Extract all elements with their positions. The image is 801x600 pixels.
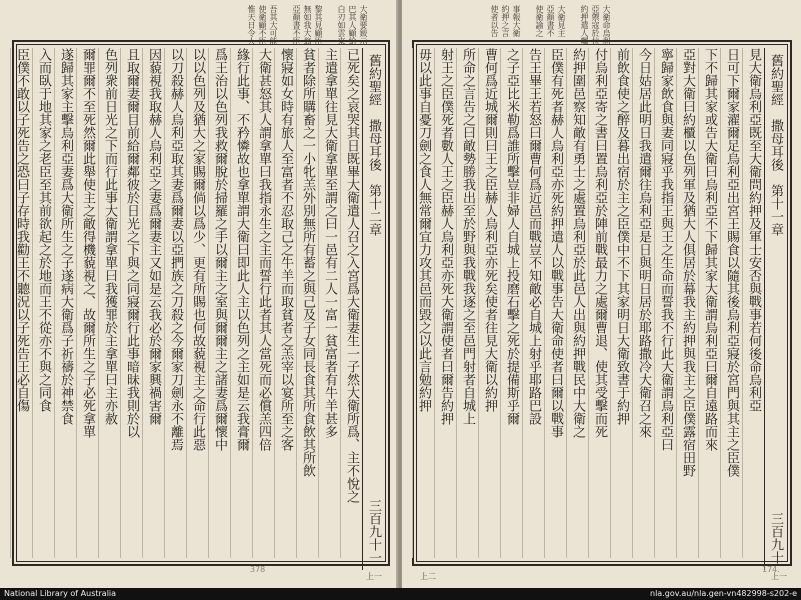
left-title-column — [362, 48, 384, 570]
text-column: 懷寢如女時有旅人至富者不忍取己之牛羊而取貧者之羔宰以宴所至之客 — [274, 48, 296, 558]
text-column: 以刀殺赫人烏利亞取其妻爲爾妻以亞捫族之刀殺之今爾家刀劍永不離焉 — [164, 48, 186, 558]
text-column: 緣行此事、不矜憐故也拿單謂大衛曰即此人主以色列之主如是云我膏爾 — [230, 48, 252, 558]
right-footer-mark-2: 上一 — [771, 572, 787, 581]
note-line: 無如我大翁 — [303, 5, 312, 45]
note-line: 使衛諭之 — [535, 5, 544, 37]
note-line: 大衛命烏利 — [602, 5, 611, 45]
text-column: 入而臥于地其家之老臣至其前欲起之於地而王不從亦不與之同食 — [32, 48, 54, 558]
note-line: 約押遣人囑 — [580, 5, 589, 45]
right-page-number: 三百九十 — [768, 512, 783, 564]
right-pencil-mark: 174. — [762, 565, 780, 574]
text-column: 付烏利亞寄之書曰置烏利亞於陣前戰最力之處爾曹退、使其受擊而死 — [588, 48, 610, 558]
text-column: 告王畢王若怒曰爾曹何爲近邑而戰豈不知敵必自城上射乎耶路巴設 — [522, 48, 544, 558]
left-chapter: 第十二章 — [366, 184, 381, 236]
left-page — [0, 0, 398, 588]
text-column: 以以色列及猶大之家賜爾倘以爲少、更有所賜也何故藐視主之命行此惡 — [186, 48, 208, 558]
note-line: 約押之言 — [501, 5, 510, 37]
note-line: 黎其見顧臣 — [314, 5, 323, 45]
text-column: 爲王治以色列我救爾脫於掃羅之手以爾主之室與爾爾主之諸妻爲爾懷中 — [208, 48, 230, 558]
note-line: 大衛見主 — [557, 5, 566, 37]
note-line: 使者以告 — [490, 5, 499, 37]
text-column: 今日姑居此明日我遣爾往烏利亞是日與明日居於耶路撒冷大衛召之來 — [632, 48, 654, 558]
right-page-title: 舊約聖經 — [768, 54, 783, 106]
text-column: 見大衛烏利亞既至大衛問約押及軍士安否與戰事若何後命烏利亞 — [742, 48, 764, 558]
text-column: 約押圍邑察知敵有勇士之處置烏利亞於此邑人出與約押戰民中大衛之 — [566, 48, 588, 558]
note-line: 事報大衛 — [512, 5, 521, 37]
text-column: 臣僕有死者赫人烏利亞亦死約押遣人以戰事告大衛命使者曰爾以戰事 — [544, 48, 566, 558]
text-column: 遂歸其家主擊烏利亞妻爲大衛所生之子遂病大衛爲子祈禱於神禁食 — [54, 48, 76, 558]
note-line: 亞禦寇於拉 — [591, 5, 600, 45]
catalog-url[interactable]: nla.gov.au/nla.gen-vn482998-s202-e — [650, 589, 797, 598]
library-name: National Library of Australia — [4, 589, 117, 598]
text-column: 射王之臣僕死者數人王之臣赫人烏利亞亦死大衛謂使者曰爾告約押 — [434, 48, 456, 558]
right-chapter: 第十一章 — [768, 184, 783, 236]
text-column: 日可下爾家濯爾足烏利亞出宮王賜食以隨其後烏利亞寢於宮門與其主之臣僕 — [720, 48, 742, 558]
text-column: 之子亞比米勒爲誰所擊豈非婦人自城上投磨石擊之死於提備斯乎爾 — [500, 48, 522, 558]
text-column: 且取爾妻爾目前給爾鄰彼於日光之下與之同寢爾行此事暗昧我則於以 — [120, 48, 142, 558]
left-pencil-mark: 378 — [250, 565, 266, 574]
right-page — [402, 0, 801, 588]
note-line: 使衛顧不臣 — [258, 5, 267, 45]
left-page-title: 舊約聖經 — [366, 54, 381, 106]
left-book-name: 撒母耳後 — [366, 119, 381, 171]
note-line: 亞顏書不臣 — [292, 5, 301, 45]
text-column: 曹何爲近城爾則曰王之臣赫人烏利亞亦死矣使者往見大衛以約押 — [478, 48, 500, 558]
text-column: 貧者除所購畜之一小牝羔外別無所有蓄之與己及子女同長食其所食飲其所飲 — [296, 48, 318, 558]
right-book-name: 撒母耳後 — [768, 119, 783, 171]
attribution-bar — [0, 588, 801, 600]
note-line: 巴其人顧給 — [348, 5, 357, 45]
right-title-column — [764, 48, 786, 570]
note-line: 惟天日令人 — [247, 5, 256, 45]
note-line: 吾其大可能 — [269, 5, 278, 45]
text-column: 毋以此事自憂刀劍之食人無常爾宜力攻其邑而毀之以此言勉約押 — [412, 48, 434, 558]
text-column: 色列衆前日光之下而行此事大衛謂拿單曰我獲罪於主拿單曰主亦赦 — [98, 48, 120, 558]
text-column: 所命之言告之曰敵勢勝我出至於野與我戰我逐之至邑門射者自城上 — [456, 48, 478, 558]
text-column: 主遣拿單往見大衛拿單至謂之曰一邑有二人一富一貧富者有牛羊甚多 — [318, 48, 340, 558]
left-text-columns — [14, 48, 384, 564]
note-line: 亞顏書不 — [546, 5, 555, 37]
text-column: 大衛甚怒其人謂拿單曰我指永生之主而誓行此者其人當死而必償羔四倍 — [252, 48, 274, 558]
text-column: 前飲食使之醉及暮出宿於主之臣僕中不下其家明日大衛致書于約押 — [610, 48, 632, 558]
text-column: 爾罪爾不至死然爾此舉使主之敵得機藐視之、故爾所生之子必死拿單 — [76, 48, 98, 558]
left-text-frame — [12, 40, 390, 566]
right-footer-mark: 上二 — [420, 572, 436, 581]
text-column: 寧歸家飲食與妻同寢乎我指王與王之生命而誓我不行此大衛謂烏利亞曰 — [654, 48, 676, 558]
right-text-columns — [416, 48, 786, 564]
left-footer-mark: 上一 — [366, 572, 382, 581]
note-line: 白刃如雲來 — [337, 5, 346, 45]
text-column: 因藐視我取赫人烏利亞之妻爲爾妻主又如是云我必於爾家興禍害爾 — [142, 48, 164, 558]
text-column: 臣僕不敢以子死告之恐曰子存時我勸王不聽況以子死告王必自傷 — [10, 48, 32, 558]
text-column: 已死矣之哀哭其日既畢大衛遣人召之入宮爲大衛妻生一子然大衛所爲、主不悅之 — [340, 48, 362, 558]
right-text-frame — [412, 40, 792, 566]
note-line: 大衛要鈸示 — [359, 5, 368, 45]
left-page-number: 三百九十一 — [366, 499, 381, 564]
text-column: 亞對大衛曰約櫃以色列軍及猶大人俱居於幕我主約押與我主之臣僕露宿田野 — [676, 48, 698, 558]
text-column: 下不歸其家或告大衛曰烏利亞不下歸其家大衛謂烏利亞曰爾自遠路而來 — [698, 48, 720, 558]
